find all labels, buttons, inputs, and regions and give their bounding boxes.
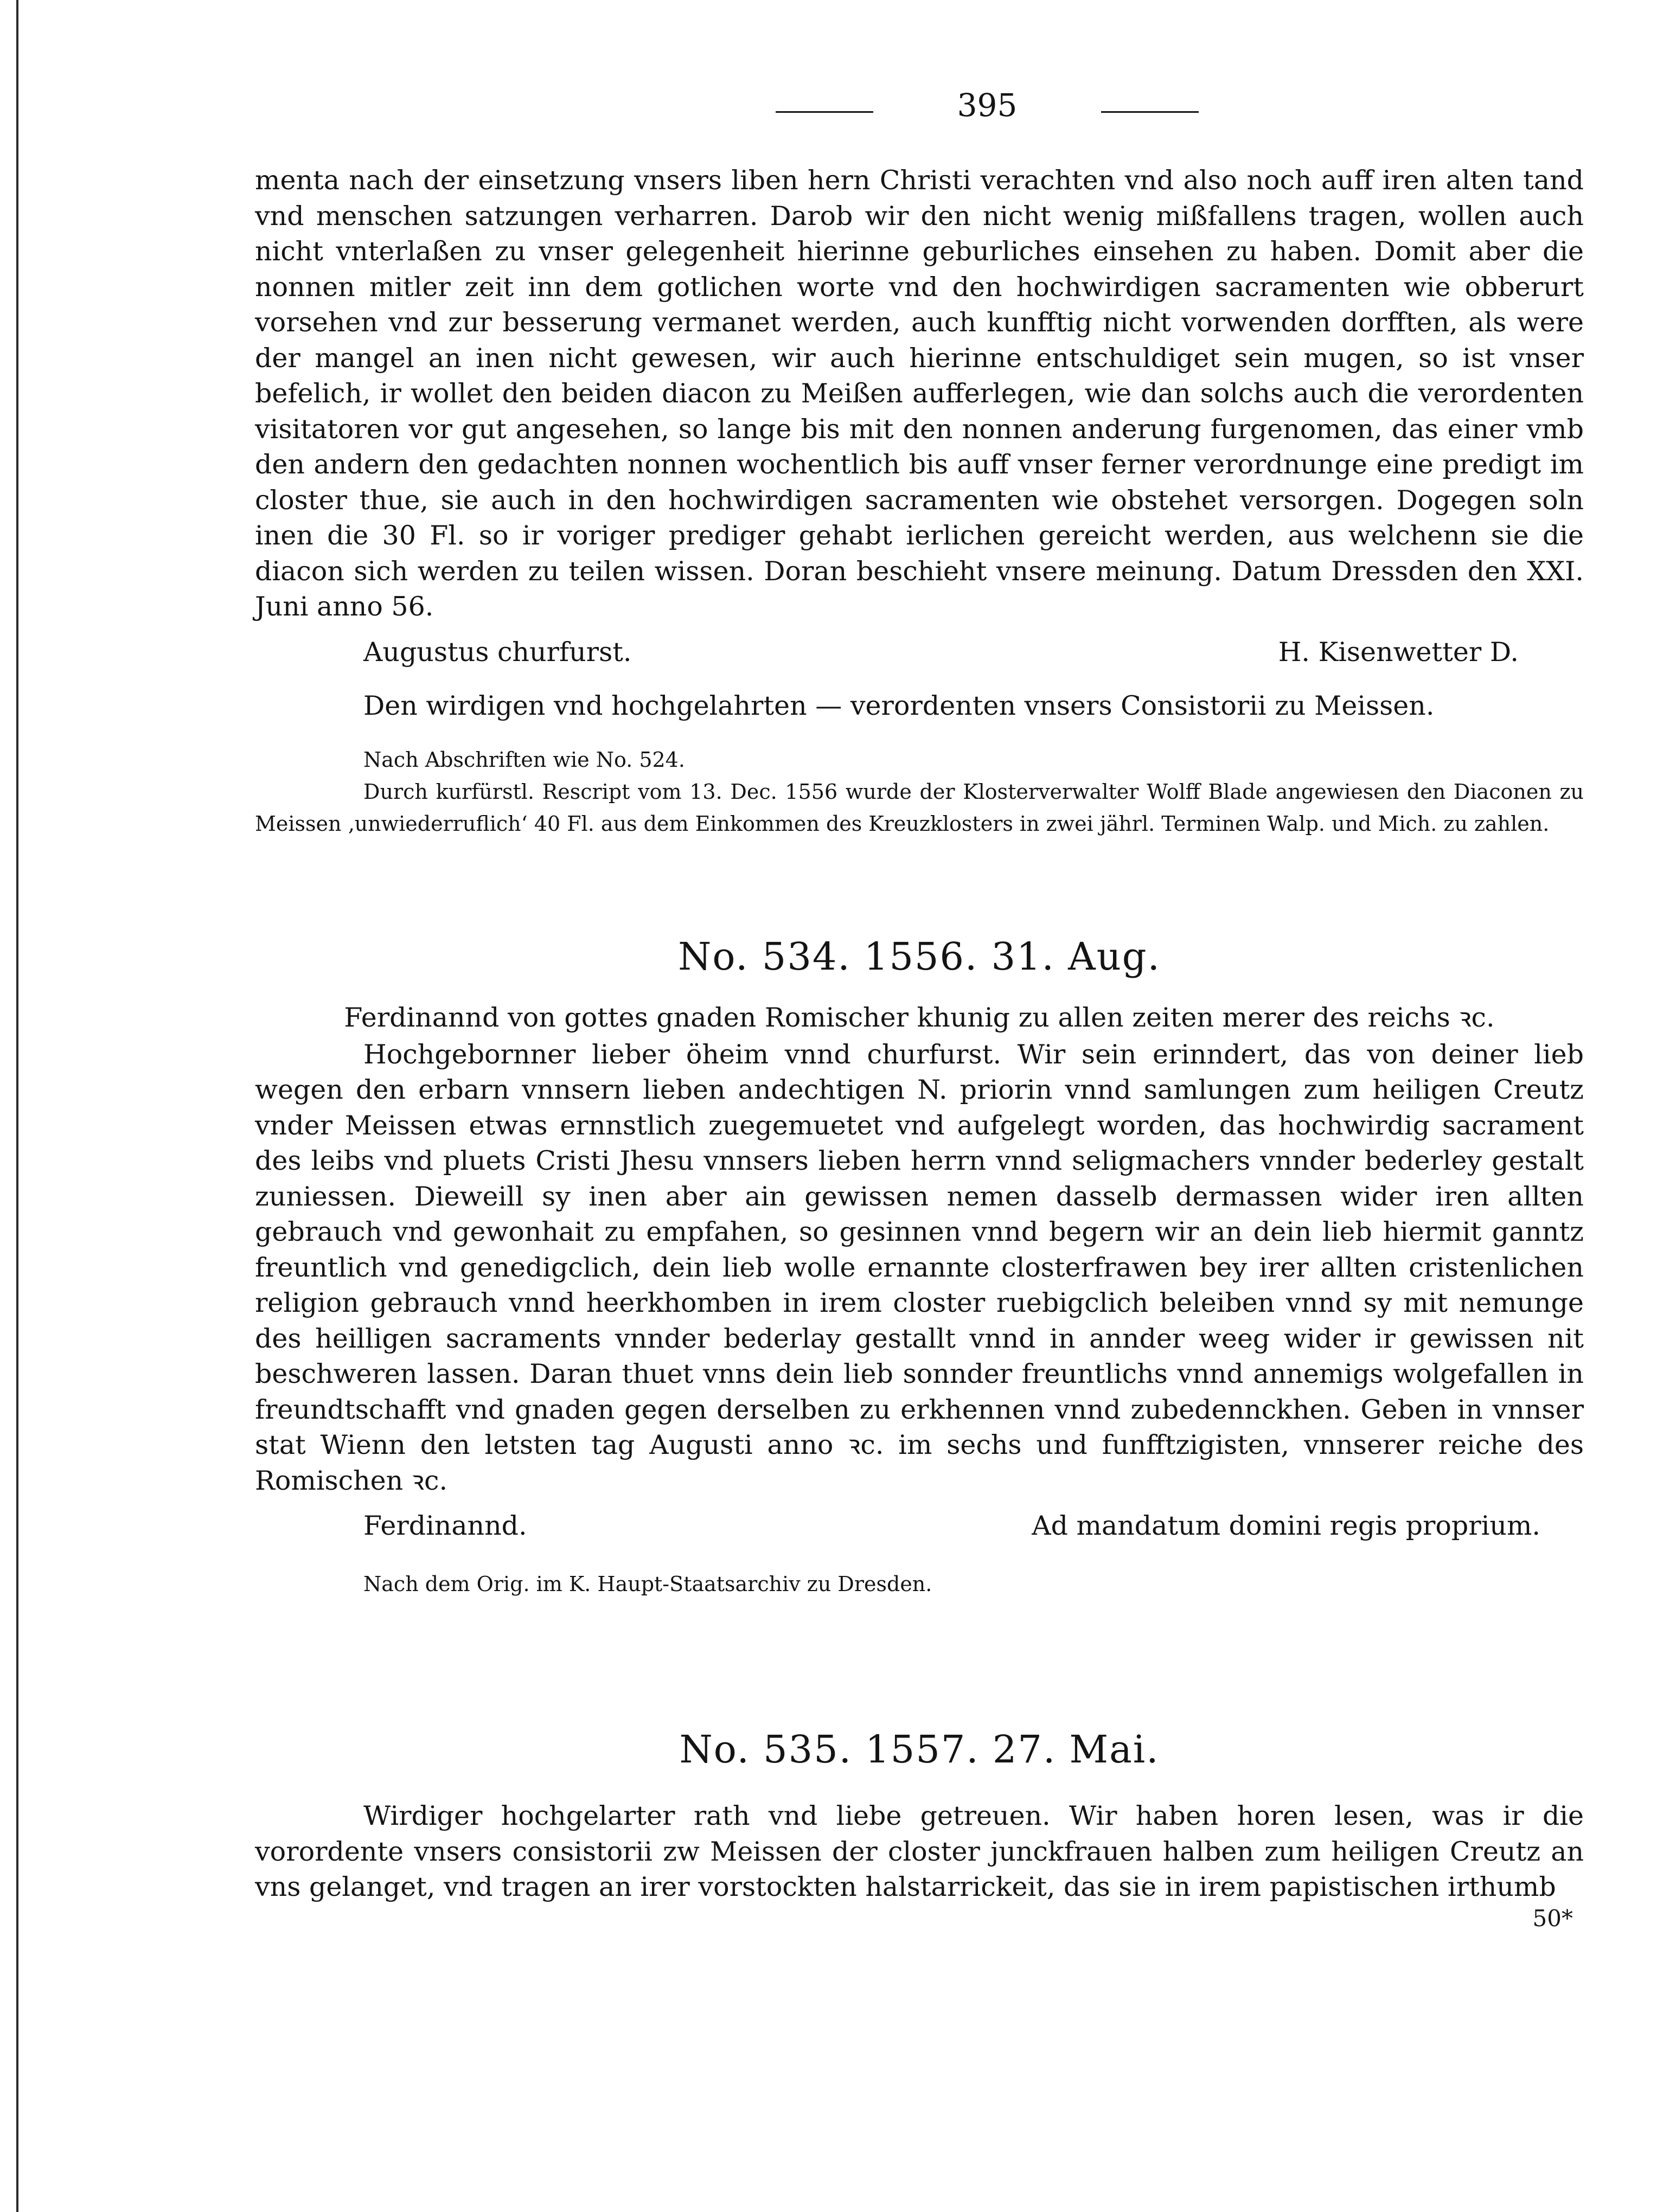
note-source: Nach Abschriften wie No. 524. <box>363 747 685 772</box>
entry-534-intitulatio: Ferdinannd von gottes gnaden Romischer khunig zu allen zeiten merer des reichs ꝛc. <box>344 1002 1495 1033</box>
signature-left: Ferdinannd. <box>363 1510 527 1541</box>
entry-534-paragraph <box>255 1037 1584 1499</box>
entry-534-source: Nach dem Orig. im K. Haupt-Staatsarchiv zu Dresden. <box>363 1572 932 1596</box>
entry-533-paragraph: menta nach der einsetzung vnsers liben hern Christi verachten vnd also noch auff iren alten tand vnd menschen satzungen verharren. Darob wir den nicht wenig mißfallens tragen, wollen auch nicht vnterlaßen zu vnser gelegenheit hierinne geburliches einsehen zu haben. Domit aber die nonnen mitler zeit inn dem gotlichen worte vnd den hochwirdigen sacramenten wie obberurt vorsehen vnd zur besserung vermanet werden, auch kunfftig nicht vorwenden dorfften, als were der mangel an inen nicht gewesen, wir auch hierinne entschuldiget sein mugen, so ist vnser befelich, ir wollet den beiden diacon zu Meißen aufferlegen, wie dan solchs auch die verordenten visitatoren vor gut angesehen, so lange bis mit den nonnen anderung furgenomen, das einer vmb den andern den gedachten nonnen wochentlich bis auff vnser ferner verordnunge eine predigt im closter thue, sie auch in den hochwirdigen sacramenten wie obstehet versorgen. Dogegen soln inen die 30 Fl. so ir voriger prediger gehabt ierlichen gereicht werden, aus welchenn sie die diacon sich werden zu teilen wissen. Doran beschieht vnsere meinung. Datum Dressden den XXI. Juni anno 56. <box>255 165 1584 622</box>
entry-533-signatures <box>255 625 1584 674</box>
entry-534-signatures <box>255 1498 1584 1553</box>
sheet-signature-mark: 50* <box>1532 1905 1573 1932</box>
entry-534-paragraph-text: Hochgebornner lieber öheim vnnd churfurst. Wir sein erinndert, das von deiner lieb wegen den erbarn vnnsern lieben andechtigen N. priorin vnnd samlungen zum heiligen Creutz vnder Meissen etwas ernnstlich zuegemuetet vnd aufgelegt worden, das hochwirdig sacrament des leibs vnd pluets Cristi Jhesu vnnsers lieben herrn vnnd seligmachers vnnder bederley gestalt zuniessen. Dieweill sy inen aber ain gewissen nemen dasselb dermassen wider iren allten gebrauch vnd gewonhait zu empfahen, so gesinnen vnnd begern wir an dein lieb hiermit ganntz freuntlich vnd genedigclich, dein lieb wolle ernannte closterfrawen bey irer allten cristenlichen religion gebrauch vnnd heerkhomben in irem closter ruebigclich beleiben vnnd sy mit nemunge des heilligen sacraments vnnder bederlay gestallt vnnd in annder weeg wider ir gewissen nit beschweren lassen. Daran thuet vnns dein lieb sonnder freuntlichs vnnd annemigs wolgefallen in freundtschafft vnd gnaden gegen derselben zu erkhennen vnnd zubedennckhen. Geben in vnnser stat Wienn den letsten tag Augusti anno ꝛc. im sechs und funfftzigisten, vnnserer reiche des Romischen ꝛc. <box>255 1038 1584 1496</box>
document-page <box>255 81 1584 1938</box>
page-number: 395 <box>957 87 1018 124</box>
header-dash-left <box>776 111 873 113</box>
signature-right: Ad mandatum domini regis proprium. <box>1032 1510 1540 1541</box>
signature-right: H. Kisenwetter D. <box>1278 636 1519 668</box>
entry-533-address: Den wirdigen vnd hochgelahrten — verordenten vnsers Consistorii zu Meissen. <box>363 690 1435 721</box>
signature-left: Augustus churfurst. <box>363 636 632 668</box>
header-dash-right <box>1101 111 1199 113</box>
entry-535-paragraph <box>255 1798 1584 1905</box>
scan-edge-line <box>16 0 18 2212</box>
entry-533-notes <box>255 744 1584 840</box>
entry-535-paragraph-text: Wirdiger hochgelarter rath vnd liebe getreuen. Wir haben horen lesen, was ir die vorordente vnsers consistorii zw Meissen der closter junckfrauen halben zum heiligen Creutz an vns gelanget, vnd tragen an irer vorstockten halstarrickeit, das sie in irem papistischen irthumb <box>255 1800 1584 1902</box>
page-header <box>255 81 1584 163</box>
page-footer <box>255 1905 1584 1938</box>
entry-535-title: No. 535. 1557. 27. Mai. <box>679 1727 1160 1772</box>
note-rescript: Durch kurfürstl. Rescript vom 13. Dec. 1556 wurde der Klosterverwalter Wolff Blade angewiesen den Diaconen zu Meissen ‚unwiederruflich‘ 40 Fl. aus dem Einkommen des Kreuzklosters in zwei jährl. Terminen Walp. und Mich. zu zahlen. <box>255 779 1584 836</box>
entry-534-title: No. 534. 1556. 31. Aug. <box>678 934 1161 979</box>
